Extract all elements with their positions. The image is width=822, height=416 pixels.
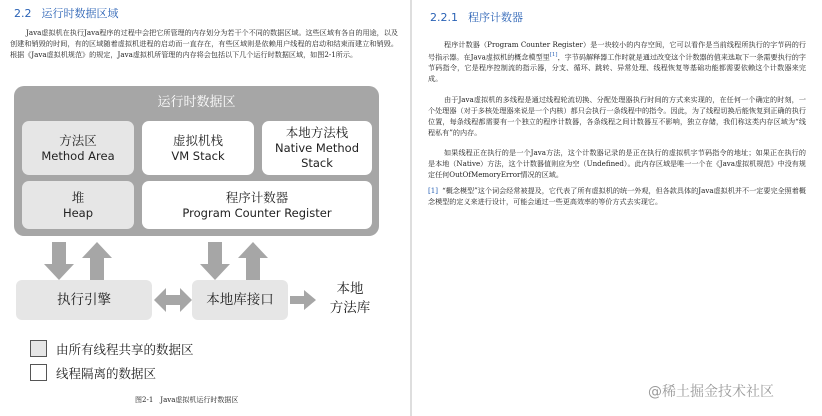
native-method-stack-zh: 本地方法栈 (285, 125, 349, 140)
footnote (428, 185, 806, 207)
down-arrow-icon (44, 242, 74, 280)
subsection-number: 2.2.1 (430, 11, 458, 24)
program-counter-box (142, 181, 372, 229)
native-library-line-2: 方法库 (329, 300, 371, 316)
right-arrow-icon (290, 290, 316, 310)
native-library-line-1: 本地 (336, 281, 364, 297)
footnote-mark: [1] (428, 186, 439, 195)
footnote-text: “概念模型”这个词会经常被提及，它代表了所有虚拟机的统一外观，但各款具体的Java虚拟机并不一定要完全照着概念模型的定义来进行设计，可能会通过一些更高效率的等价方式去实现它。 (428, 186, 806, 206)
section-title: 运行时数据区域 (41, 7, 119, 20)
program-counter-zh: 程序计数器 (225, 189, 289, 205)
right-page (412, 0, 822, 416)
program-counter-paragraph-2: 由于Java虚拟机的多线程是通过线程轮流切换、分配处理器执行时间的方式来实现的，在任何一个确定的时刻，一个处理器（对于多核处理器来说是一个内核）都只会执行一条线程中的指令。因此，为了线程切换后能恢复到正确的执行位置，每条线程都需要有一个独立的程序计数器，各条线程之间计数器互不影响，独立存储，我们称这类内存区域为“线程私有”的内存。 (428, 95, 806, 137)
heap-box (22, 181, 134, 229)
paragraph-1-part-b: ，字节码解释器工作时就是通过改变这个计数器的值来选取下一条需要执行的字节码指令，它是程序控制流的指示器，分支、循环、跳转、异常处理、线程恢复等基础功能都需要依赖这个计数器来完成。 (428, 52, 806, 84)
heap-en: Heap (62, 205, 94, 220)
legend-isolated-label: 线程隔离的数据区 (56, 366, 157, 381)
up-arrow-icon (82, 242, 112, 280)
vm-stack-zh: 虚拟机栈 (172, 132, 223, 148)
section-heading-runtime-data-areas (14, 5, 119, 21)
left-page (0, 0, 410, 416)
subsection-title: 程序计数器 (468, 11, 523, 24)
vm-stack-en: VM Stack (171, 148, 225, 163)
method-area-zh: 方法区 (59, 132, 97, 148)
legend-isolated-swatch (30, 364, 47, 381)
intro-paragraph: Java虚拟机在执行Java程序的过程中会把它所管理的内存划分为若干个不同的数据区域。这些区域有各自的用途，以及创建和销毁的时间，有的区域随着虚拟机进程的启动而一直存在，有些区域则是依赖用户线程的启动和结束而建立和销毁。根据《Java虚拟机规范》的规定，Java虚拟机所管理的内存将会包括以下几个运行时数据区域，如图2-1所示。 (10, 28, 398, 59)
native-method-stack-box (262, 121, 372, 175)
legend-shared-swatch (30, 340, 47, 357)
method-area-box (22, 121, 134, 175)
section-heading-program-counter (430, 9, 523, 25)
execution-engine-label: 执行引擎 (57, 292, 111, 308)
down-arrow-icon (200, 242, 230, 280)
execution-engine-box (16, 280, 152, 320)
figure-caption: 图2-1 Java虚拟机运行时数据区 (135, 396, 239, 404)
double-arrow-icon (154, 286, 192, 314)
method-area-en: Method Area (41, 148, 115, 163)
native-interface-label: 本地库接口 (206, 292, 274, 308)
runtime-data-area-diagram (14, 86, 398, 386)
native-library-label (318, 276, 382, 322)
program-counter-paragraph-3: 如果线程正在执行的是一个Java方法，这个计数器记录的是正在执行的虚拟机字节码指令的地址；如果正在执行的是本地（Native）方法，这个计数器值则应为空（Undefined）。此内存区域是唯一一个在《Java虚拟机规范》中没有规定任何OutOfMemoryError情况的区域。 (428, 148, 806, 179)
native-method-stack-en-2: Stack (301, 156, 333, 170)
footnote-reference-link[interactable]: [1] (549, 52, 558, 58)
watermark: @稀土掘金技术社区 (648, 384, 774, 400)
up-arrow-icon (238, 242, 268, 280)
vm-stack-box (142, 121, 254, 175)
native-method-stack-en-1: Native Method (274, 141, 360, 155)
runtime-data-area-title: 运行时数据区 (157, 95, 236, 110)
program-counter-paragraph-1 (428, 39, 806, 84)
legend-shared-label: 由所有线程共享的数据区 (56, 342, 194, 357)
heap-zh: 堆 (71, 189, 85, 205)
paragraph-1-part-a: 程序计数器（Program Counter Register）是一块较小的内存空间，它可以看作是当前线程所执行的字节码的行号指示器。在Java虚拟机的概念模型里 (428, 40, 806, 62)
section-number: 2.2 (14, 7, 32, 20)
program-counter-en: Program Counter Register (182, 205, 332, 220)
native-interface-box (192, 280, 288, 320)
